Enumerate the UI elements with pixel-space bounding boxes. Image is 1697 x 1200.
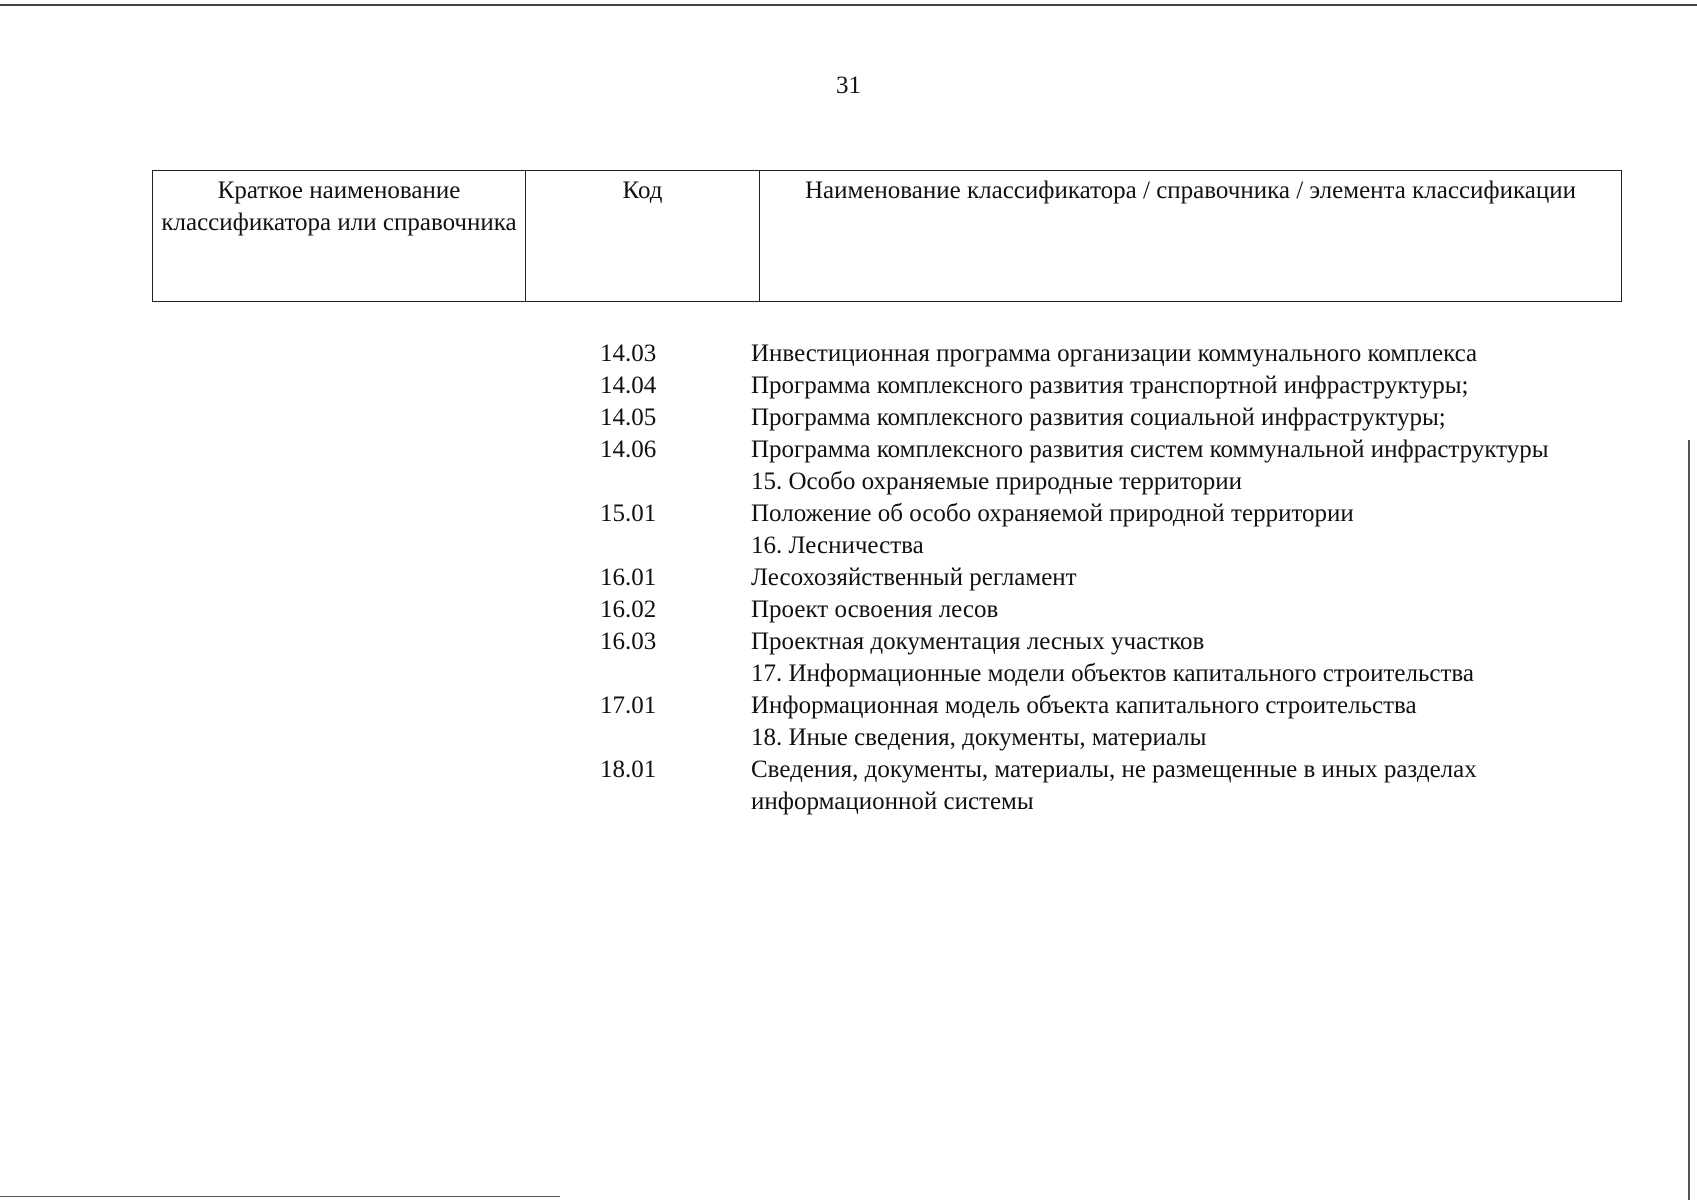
classifier-list [0, 338, 1697, 818]
list-item [0, 754, 1697, 818]
item-code: 14.05 [600, 404, 657, 431]
item-code: 18.01 [600, 756, 657, 783]
item-name: Информационная модель объекта капитального строительства [751, 692, 1417, 719]
list-item [0, 498, 1697, 530]
item-name: Сведения, документы, материалы, не размещенные в иных разделах информационной системы [751, 756, 1477, 815]
item-code: 14.03 [600, 340, 657, 367]
header-full-name: Наименование классификатора / справочника / элемента классификации [760, 171, 1622, 302]
header-row [153, 171, 1622, 302]
scan-border-bottom [0, 1196, 560, 1197]
item-code: 16.03 [600, 628, 657, 655]
classifier-header-table [152, 170, 1622, 302]
item-code: 17.01 [600, 692, 657, 719]
item-code: 14.06 [600, 436, 657, 463]
list-item [0, 626, 1697, 658]
item-code: 16.02 [600, 596, 657, 623]
item-name: Положение об особо охраняемой природной территории [751, 500, 1354, 527]
section-title: 18. Иные сведения, документы, материалы [751, 724, 1207, 751]
item-name: Проект освоения лесов [751, 596, 999, 623]
section-title: 16. Лесничества [751, 532, 924, 559]
page-number: 31 [836, 72, 861, 99]
list-item [0, 690, 1697, 722]
section-heading [0, 658, 1697, 690]
list-item [0, 402, 1697, 434]
list-item [0, 434, 1697, 466]
list-item [0, 594, 1697, 626]
item-name: Проектная документация лесных участков [751, 628, 1205, 655]
item-name: Программа комплексного развития социальной инфраструктуры; [751, 404, 1446, 431]
header-code: Код [526, 171, 760, 302]
scan-border-top [0, 4, 1697, 6]
item-code: 14.04 [600, 372, 657, 399]
item-name: Инвестиционная программа организации коммунального комплекса [751, 340, 1478, 367]
item-code: 16.01 [600, 564, 657, 591]
list-item [0, 370, 1697, 402]
item-name: Лесохозяйственный регламент [751, 564, 1077, 591]
section-title: 17. Информационные модели объектов капитального строительства [751, 660, 1474, 687]
list-item [0, 562, 1697, 594]
section-title: 15. Особо охраняемые природные территории [751, 468, 1243, 495]
section-heading [0, 466, 1697, 498]
header-short-name: Краткое наименование классификатора или справочника [153, 171, 526, 302]
item-code: 15.01 [600, 500, 657, 527]
item-name: Программа комплексного развития систем коммунальной инфраструктуры [751, 436, 1549, 463]
section-heading [0, 530, 1697, 562]
list-item [0, 338, 1697, 370]
section-heading [0, 722, 1697, 754]
item-name: Программа комплексного развития транспортной инфраструктуры; [751, 372, 1469, 399]
